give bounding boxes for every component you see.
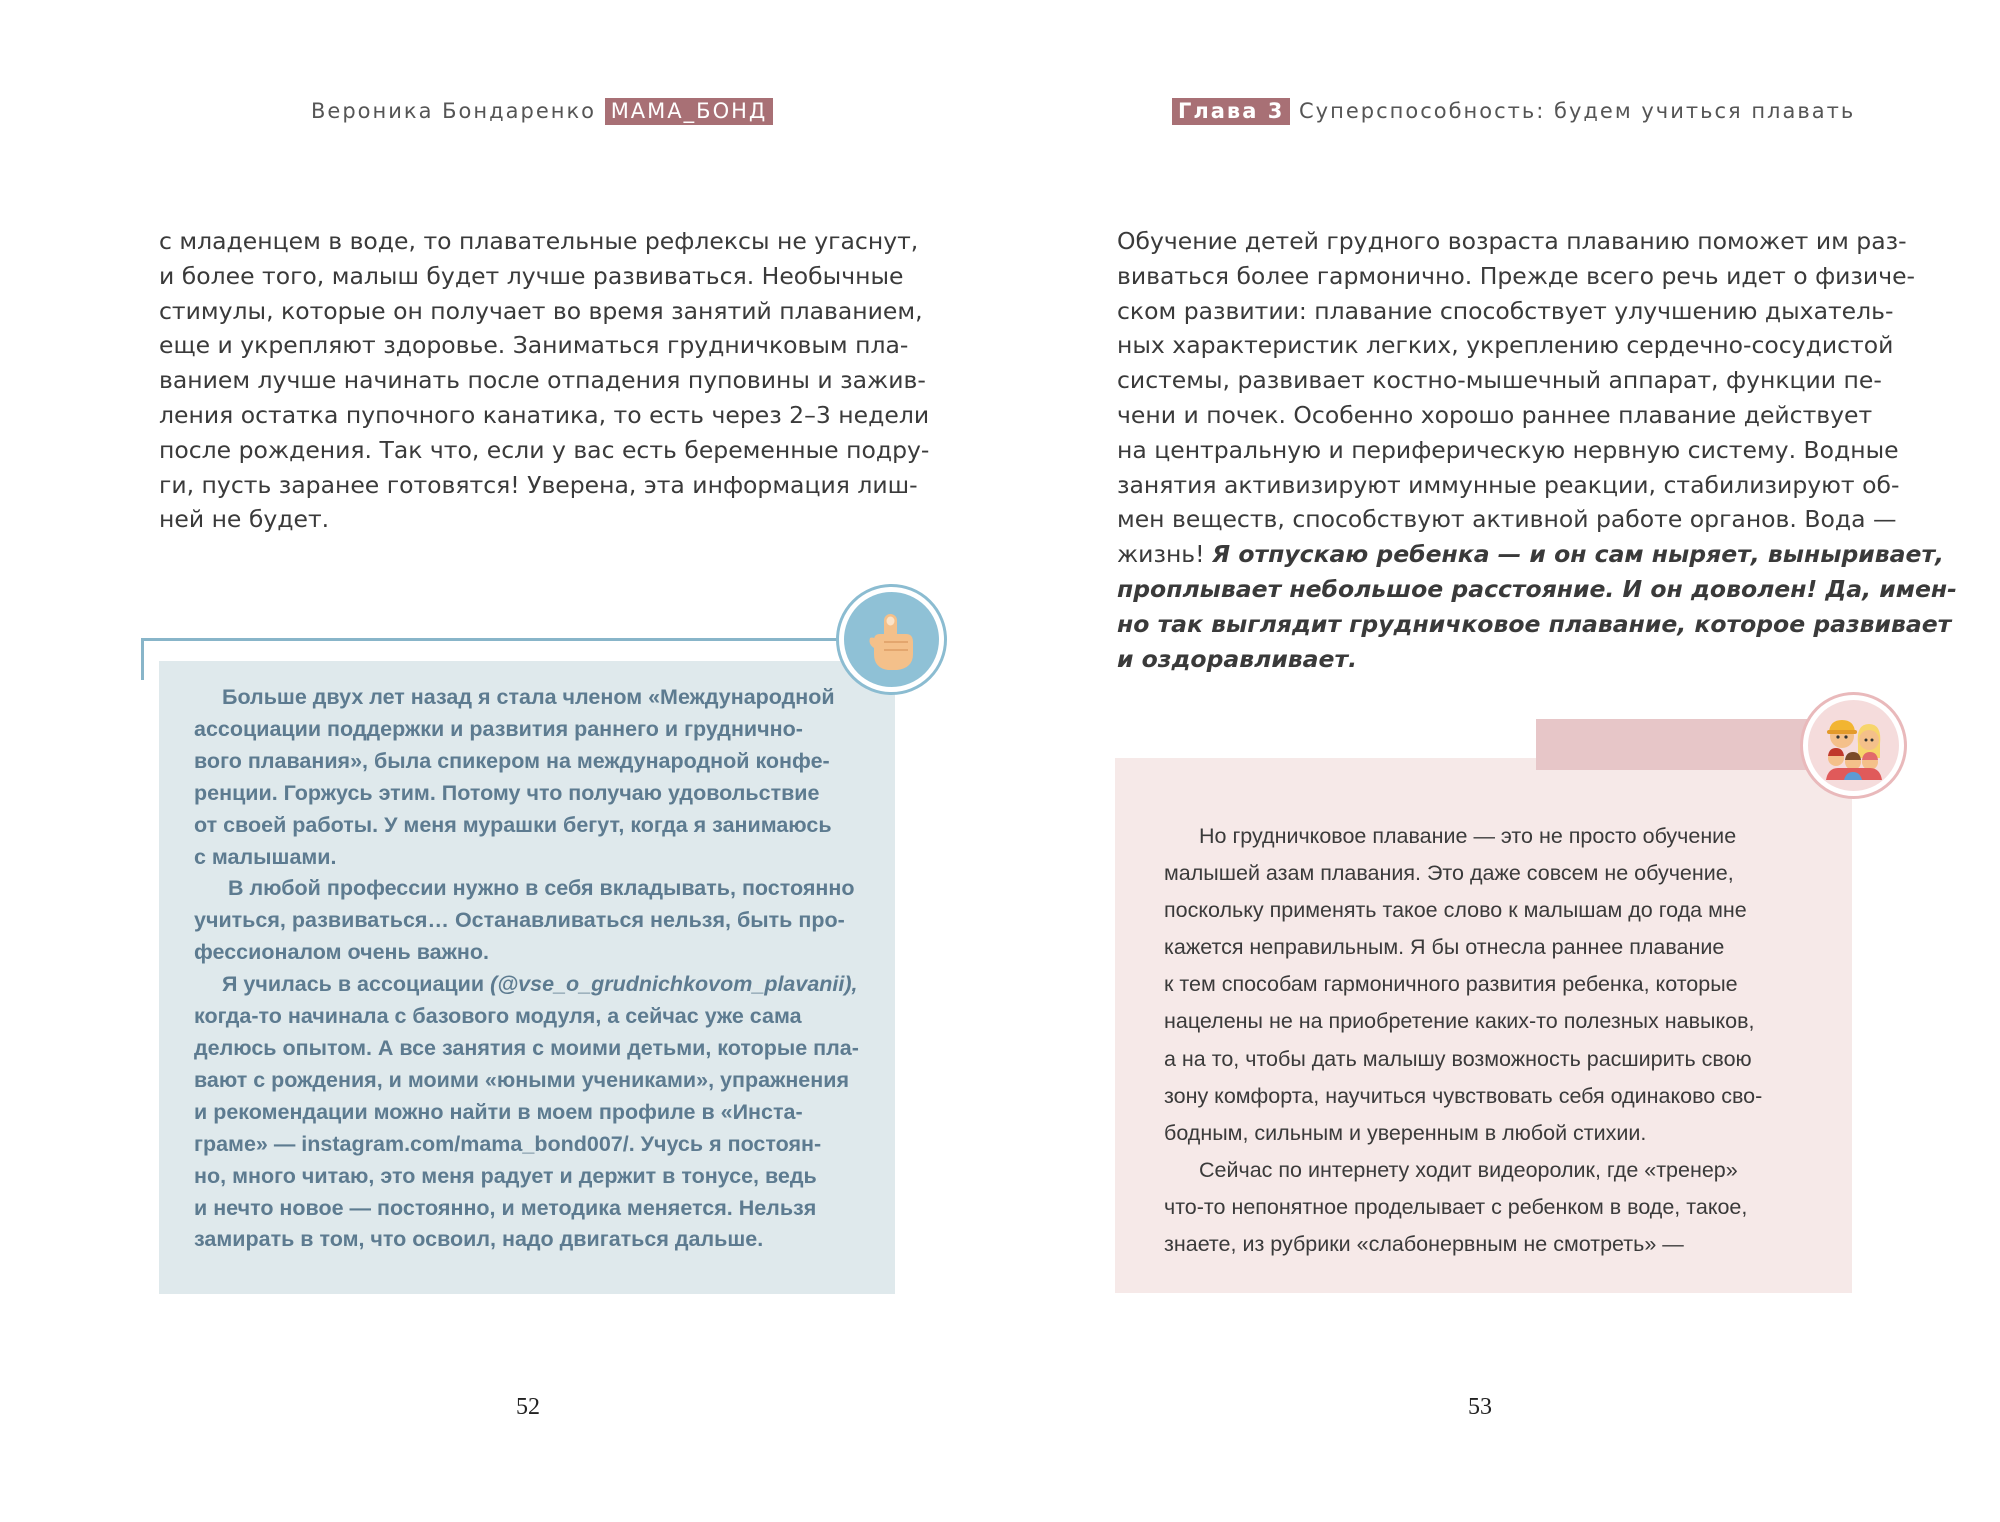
text-line: стимулы, которые он получает во время занятий плаванием,	[159, 296, 923, 325]
emphasis-text: но так выглядит грудничковое плавание, которое развивает	[1117, 609, 1952, 638]
text-line: еще и укрепляют здоровье. Заниматься грудничковым пла-	[159, 331, 909, 360]
text-line: ванием лучше начинать после отпадения пуповины и зажив-	[159, 366, 926, 395]
text-line: граме» — instagram.com/mama_bond007/. Учусь я постоян-	[194, 1131, 822, 1156]
text-line: виваться более гармонично. Прежде всего речь идет о физиче-	[1117, 261, 1916, 290]
text-line: ском развитии: плавание способствует улучшению дыхатель-	[1117, 296, 1894, 325]
running-header-right	[1172, 98, 1855, 125]
aside-rule-horizontal	[141, 638, 841, 641]
chapter-label: Глава 3	[1172, 98, 1290, 125]
text-line	[1117, 642, 1855, 677]
text-line: с младенцем в воде, то плавательные рефлексы не угаснут,	[159, 227, 919, 255]
text-line: ассоциации поддержки и развития раннего и груднично-	[194, 716, 803, 741]
text-line: фессионалом очень важно.	[194, 940, 489, 965]
pointing-hand-icon	[836, 584, 947, 695]
body-text-left	[159, 224, 930, 537]
text-line: Но грудничковое плавание — это не просто обучение	[1199, 824, 1737, 848]
text-line: замирать в том, что освоил, надо двигаться дальше.	[194, 1227, 764, 1252]
text-line: бодным, сильным и уверенным в любой стихии.	[1164, 1120, 1647, 1145]
family-icon	[1800, 692, 1907, 799]
body-text-right	[1117, 224, 1957, 676]
brand-label: МАМА_БОНД	[605, 98, 774, 125]
text-line: ги, пусть заранее готовятся! Уверена, эта информация лиш-	[159, 470, 918, 499]
aside-rule-vertical	[141, 638, 144, 680]
text-line: знаете, из рубрики «слабонервным не смотреть» —	[1164, 1232, 1684, 1257]
text-line: малышей азам плавания. Это даже совсем не обучение,	[1164, 861, 1734, 886]
text-line	[1117, 537, 1944, 572]
text-line: занятия активизируют иммунные реакции, стабилизируют об-	[1117, 470, 1900, 499]
text-line: с малышами.	[194, 844, 337, 869]
text-line: ней не будет.	[159, 505, 330, 534]
text-line: а на то, чтобы дать малышу возможность расширить свою	[1164, 1046, 1752, 1071]
text-line: мен веществ, способствуют активной работе органов. Вода —	[1117, 505, 1897, 534]
text-line: делюсь опытом. А все занятия с моими детьми, которые пла-	[194, 1035, 859, 1060]
text-line: ренции. Горжусь этим. Потому что получаю удовольствие	[194, 780, 820, 805]
text-line: учиться, развиваться… Останавливаться нельзя, быть про-	[194, 908, 845, 933]
text-line: и более того, малыш будет лучше развиваться. Необычные	[159, 261, 904, 290]
text-line: но, много читаю, это меня радует и держит в тонусе, ведь	[194, 1163, 817, 1188]
emphasis-text: Я отпускаю ребенка — и он сам ныряет, выныривает,	[1212, 540, 1944, 569]
right-page	[1000, 0, 2000, 1522]
text-line: кажется неправильным. Я бы отнесла раннее плавание	[1164, 935, 1725, 960]
text-line: нацелены не на приобретение каких-то полезных навыков,	[1164, 1009, 1755, 1034]
emphasis-text: и оздоравливает.	[1117, 644, 1358, 673]
text-line: чени и почек. Особенно хорошо раннее плавание действует	[1117, 400, 1873, 429]
text-line	[1117, 607, 1952, 642]
text-line: и рекомендации можно найти в моем профиле в «Инста-	[194, 1099, 803, 1124]
author-name: Вероника Бондаренко	[311, 99, 596, 123]
text-line: что-то непонятное проделывает с ребенком в воде, такое,	[1164, 1194, 1748, 1219]
text-line: зону комфорта, научиться чувствовать себя одинаково сво-	[1164, 1083, 1763, 1108]
text-line: и нечто новое — постоянно, и методика меняется. Нельзя	[194, 1195, 817, 1220]
text-line: системы, развивает костно-мышечный аппарат, функции пе-	[1117, 366, 1882, 395]
running-header-left	[311, 98, 773, 125]
text-line: ных характеристик легких, укреплению сердечно-сосудистой	[1117, 331, 1894, 360]
text-line: к тем способам гармоничного развития ребенка, которые	[1164, 972, 1738, 997]
text-line: вают с рождения, и моими «юными учениками», упражнения	[194, 1067, 850, 1092]
text-line: В любой профессии нужно в себя вкладывать, постоянно	[228, 876, 855, 901]
text-line: вого плавания», была спикером на международной конфе-	[194, 748, 830, 773]
text-line: от своей работы. У меня мурашки бегут, когда я занимаюсь	[194, 812, 832, 837]
aside-text-blue	[194, 682, 859, 1256]
emphasis-text: проплывает небольшое расстояние. И он доволен! Да, имен-	[1117, 574, 1957, 603]
text-line: после рождения. Так что, если у вас есть беременные подру-	[159, 435, 930, 464]
text-line: Больше двух лет назад я стала членом «Международной	[222, 685, 835, 709]
page-number-left: 52	[516, 1394, 540, 1420]
aside-text-pink	[1164, 818, 1816, 1263]
text-line: поскольку применять такое слово к малышам до года мне	[1164, 898, 1747, 923]
text-fragment: Я училась в ассоциации	[222, 972, 491, 997]
chapter-title: Суперспособность: будем учиться плавать	[1299, 99, 1856, 123]
text-line: ления остатка пупочного канатика, то есть через 2–3 недели	[159, 400, 930, 429]
page-number-right: 53	[1468, 1394, 1492, 1420]
text-line: на центральную и периферическую нервную систему. Водные	[1117, 435, 1899, 464]
instagram-handle: (@vse_o_grudnichkovom_plavanii),	[490, 972, 858, 997]
text-fragment: жизнь!	[1117, 540, 1213, 569]
text-line: Обучение детей грудного возраста плаванию поможет им раз-	[1117, 227, 1907, 255]
text-line: когда-то начинала с базового модуля, а сейчас уже сама	[194, 1004, 802, 1029]
text-line	[194, 969, 859, 1001]
text-line	[1117, 572, 1957, 607]
text-line: Сейчас по интернету ходит видеоролик, где «тренер»	[1199, 1157, 1738, 1182]
